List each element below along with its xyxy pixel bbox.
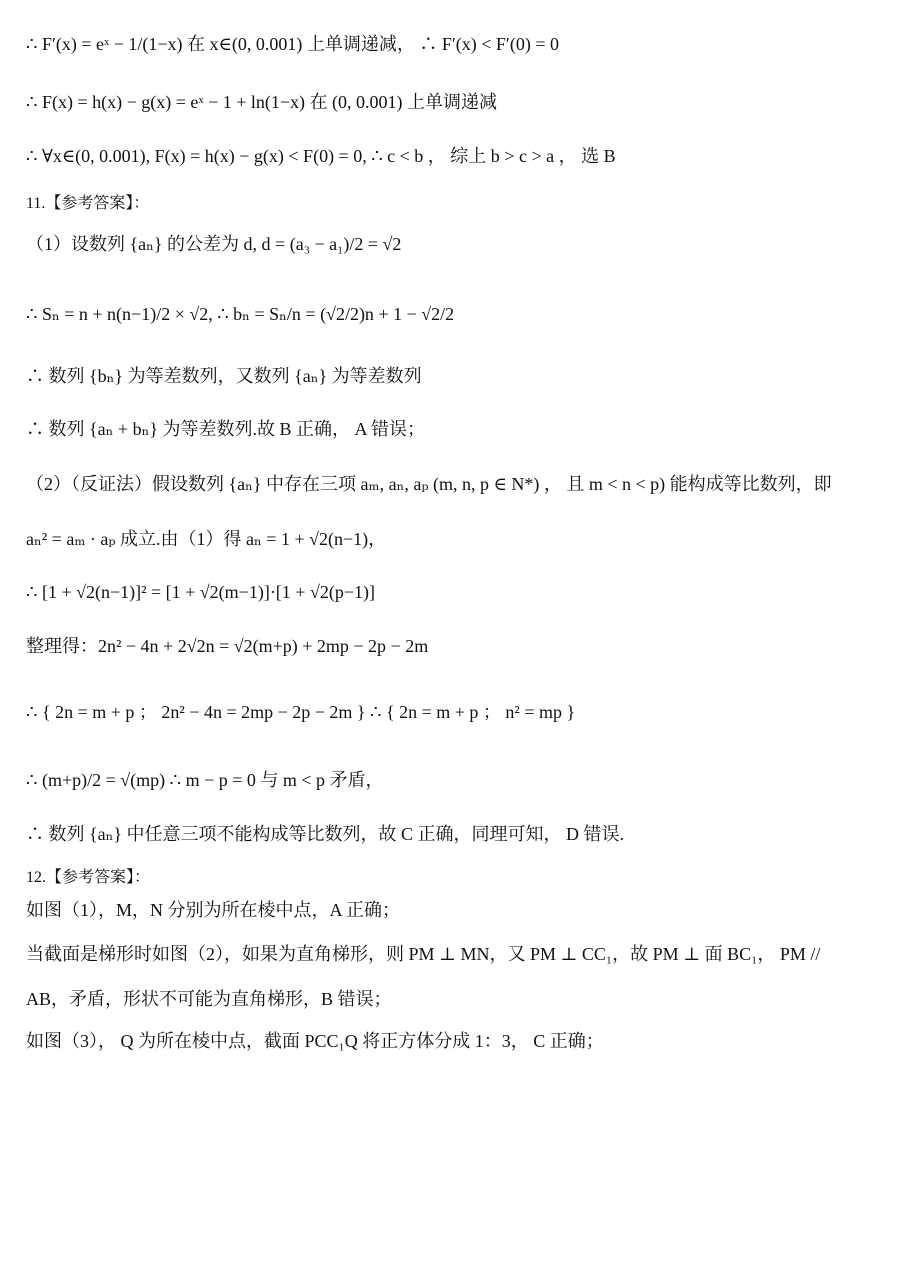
line-10: aₙ² = aₘ · aₚ 成立.由（1）得 aₙ = 1 + √2(n−1)， (26, 529, 387, 549)
line-20: 如图（3）， Q 为所在棱中点，截面 PCC₁Q 将正方体分成 1：3， C 正确； (26, 1031, 604, 1051)
line-12: 整理得：2n² − 4n + 2√2n = √2(m+p) + 2mp − 2p − 2m (26, 636, 429, 656)
line-15: ∴ 数列 {aₙ} 中任意三项不能构成等比数列，故 C 正确，同理可知， D 错误. (26, 824, 625, 844)
line-2: ∴ F(x) = h(x) − g(x) = eˣ − 1 + ln(1−x) 在 (0, 0.001) 上单调递减 (26, 92, 498, 112)
line-3: ∴ ∀x∈(0, 0.001), F(x) = h(x) − g(x) < F(0) = 0, ∴ c < b ， 综上 b > c > a ， 选 B (26, 146, 616, 166)
line-8: ∴ 数列 {aₙ + bₙ} 为等差数列.故 B 正确， A 错误； (26, 419, 426, 439)
line-5: （1）设数列 {aₙ} 的公差为 d, d = (a₃ − a₁)/2 = √2 (26, 234, 402, 254)
line-19: AB，矛盾，形状不可能为直角梯形，B 错误； (26, 989, 392, 1009)
line-18: 当截面是梯形时如图（2），如果为直角梯形，则 PM ⊥ MN，又 PM ⊥ CC₁，故 PM ⊥ 面 BC₁， PM // (26, 944, 821, 964)
line-17: 如图（1），M，N 分别为所在棱中点，A 正确； (26, 900, 401, 920)
line-13-system: ∴ { 2n = m + p ； 2n² − 4n = 2mp − 2p − 2m } ∴ { 2n = m + p ； n² = mp } (26, 702, 576, 722)
line-11: ∴ [1 + √2(n−1)]² = [1 + √2(m−1)]·[1 + √2(p−1)] (26, 582, 375, 602)
answer-11-heading: 11.【参考答案】： (26, 195, 150, 212)
line-14: ∴ (m+p)/2 = √(mp) ∴ m − p = 0 与 m < p 矛盾， (26, 770, 384, 790)
line-9: （2）（反证法）假设数列 {aₙ} 中存在三项 aₘ, aₙ, aₚ (m, n, p ∈ N*) ， 且 m < n < p) 能构成等比数列，即 (26, 474, 832, 494)
answer-12-heading: 12.【参考答案】： (26, 869, 151, 886)
line-6: ∴ Sₙ = n + n(n−1)/2 × √2, ∴ bₙ = Sₙ/n = (√2/2)n + 1 − √2/2 (26, 304, 455, 324)
line-7: ∴ 数列 {bₙ} 为等差数列，又数列 {aₙ} 为等差数列 (26, 366, 422, 386)
line-1: ∴ F′(x) = eˣ − 1/(1−x) 在 x∈(0, 0.001) 上单调递减， ∴ F′(x) < F′(0) = 0 (26, 34, 560, 54)
